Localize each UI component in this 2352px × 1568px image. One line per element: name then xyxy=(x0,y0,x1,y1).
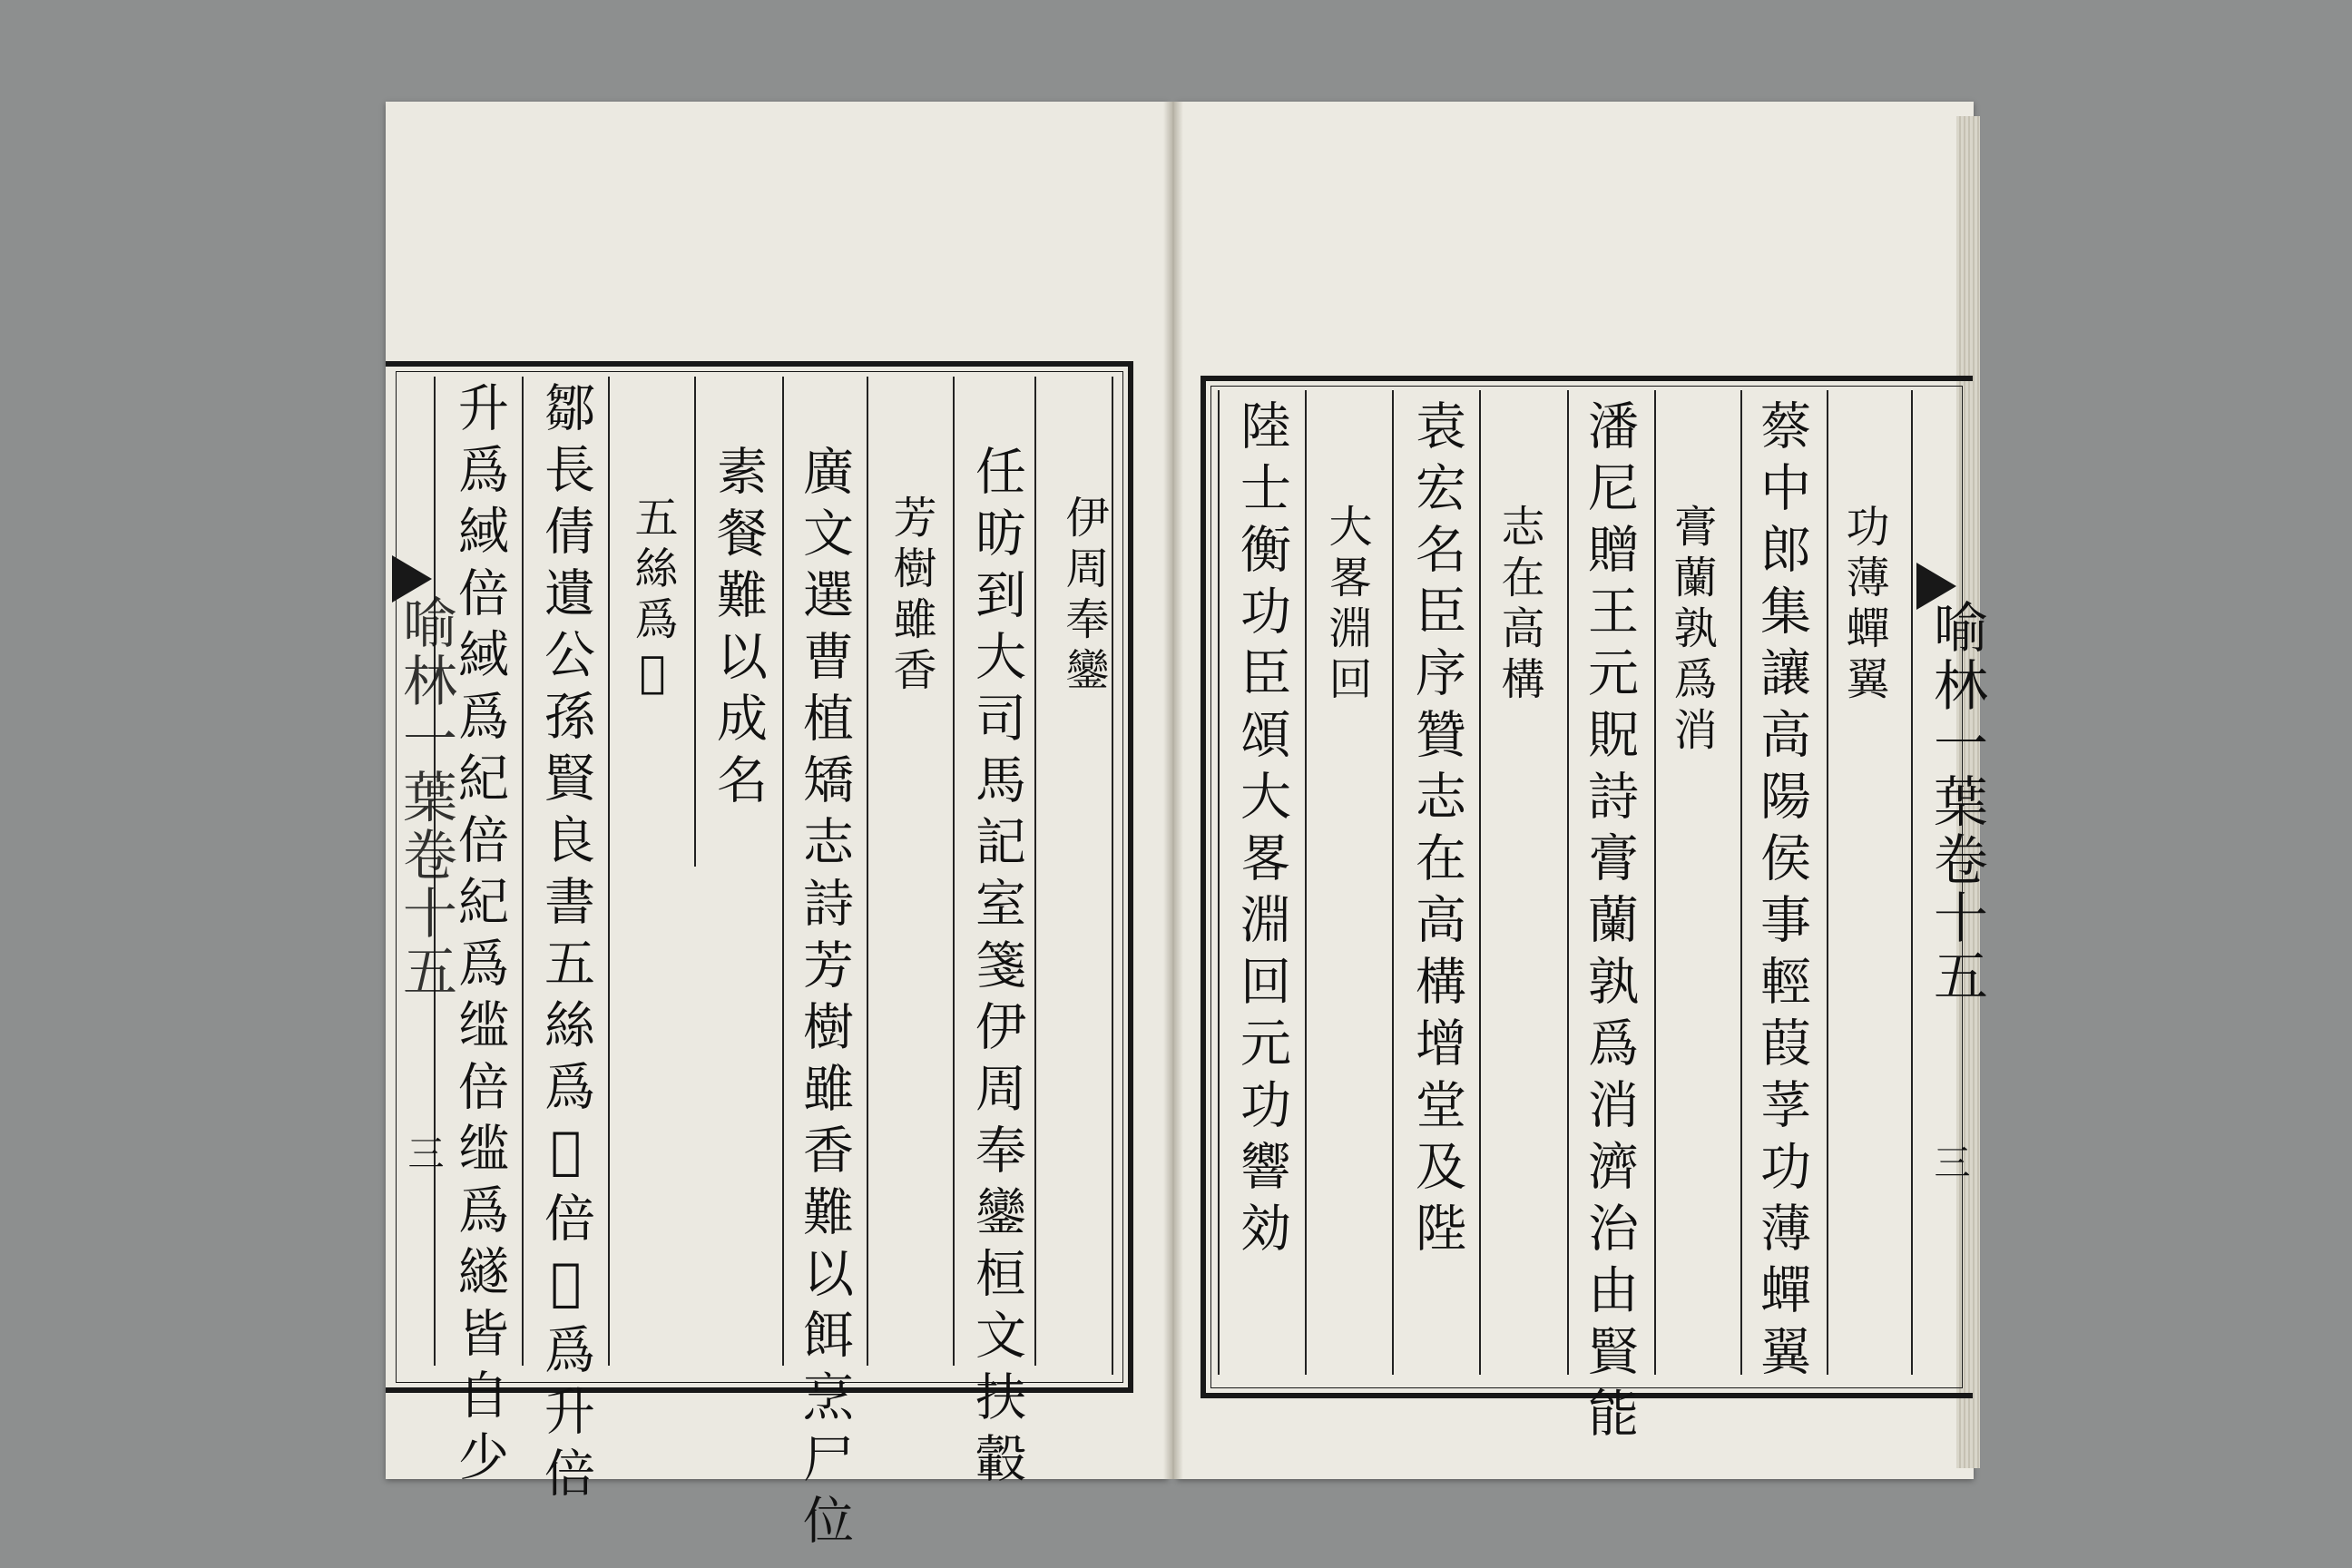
page-number: 三 xyxy=(402,1134,444,1171)
text-column: 任昉到大司馬記室箋伊周奉鑾桓文扶轂 xyxy=(967,445,1026,1494)
text-column: 鄒長倩遺公孫賢良書五絲爲𦄆倍𦄆爲升倍 xyxy=(536,381,595,1508)
text-column: 五絲爲𦄆 xyxy=(627,495,678,705)
column-rule xyxy=(694,377,696,867)
text-column: 大畧淵回 xyxy=(1321,504,1372,707)
column-rule xyxy=(1112,377,1113,1375)
book-gutter xyxy=(1163,102,1183,1479)
text-column: 膏蘭孰爲消 xyxy=(1666,504,1717,758)
column-rule xyxy=(1305,390,1307,1375)
column-rule xyxy=(1479,390,1481,1375)
column-rule xyxy=(1567,390,1569,1375)
column-rule xyxy=(1218,390,1220,1375)
center-title: 喻林一葉卷十五 xyxy=(394,594,457,1001)
column-rule xyxy=(1654,390,1656,1375)
text-column: 袁宏名臣序贊志在高構增堂及陛 xyxy=(1407,399,1466,1263)
column-rule xyxy=(1911,390,1913,1375)
center-title: 喻林一葉卷十五 xyxy=(1925,599,1988,1005)
text-column: 陸士衡功臣頌大畧淵回元功響効 xyxy=(1232,399,1291,1263)
column-rule xyxy=(1392,390,1394,1375)
column-rule xyxy=(1827,390,1828,1375)
column-rule xyxy=(867,377,868,1366)
column-rule xyxy=(522,377,524,1366)
text-column: 素餐難以成名 xyxy=(709,445,768,815)
text-column: 伊周奉鑾 xyxy=(1058,495,1109,698)
column-rule xyxy=(608,377,610,1366)
text-column: 蔡中郎集讓高陽侯事輕葭莩功薄蟬翼 xyxy=(1752,399,1811,1387)
page-number: 三 xyxy=(1928,1143,1970,1180)
column-rule xyxy=(953,377,955,1366)
text-column: 廣文選曹植矯志詩芳樹雖香難以餌烹尸位 xyxy=(795,445,854,1555)
column-rule xyxy=(1740,390,1742,1375)
text-column: 升爲緎倍緎爲紀倍紀爲䍀倍䍀爲繸皆自少 xyxy=(450,381,509,1492)
text-column: 志在高構 xyxy=(1494,504,1544,707)
text-column: 芳樹雖香 xyxy=(886,495,936,698)
text-column: 潘尼贈王元貺詩膏蘭孰爲消濟治由賢能 xyxy=(1580,399,1639,1448)
column-rule xyxy=(782,377,784,1366)
text-column: 功薄蟬翼 xyxy=(1838,504,1889,707)
column-rule xyxy=(1034,377,1036,1366)
